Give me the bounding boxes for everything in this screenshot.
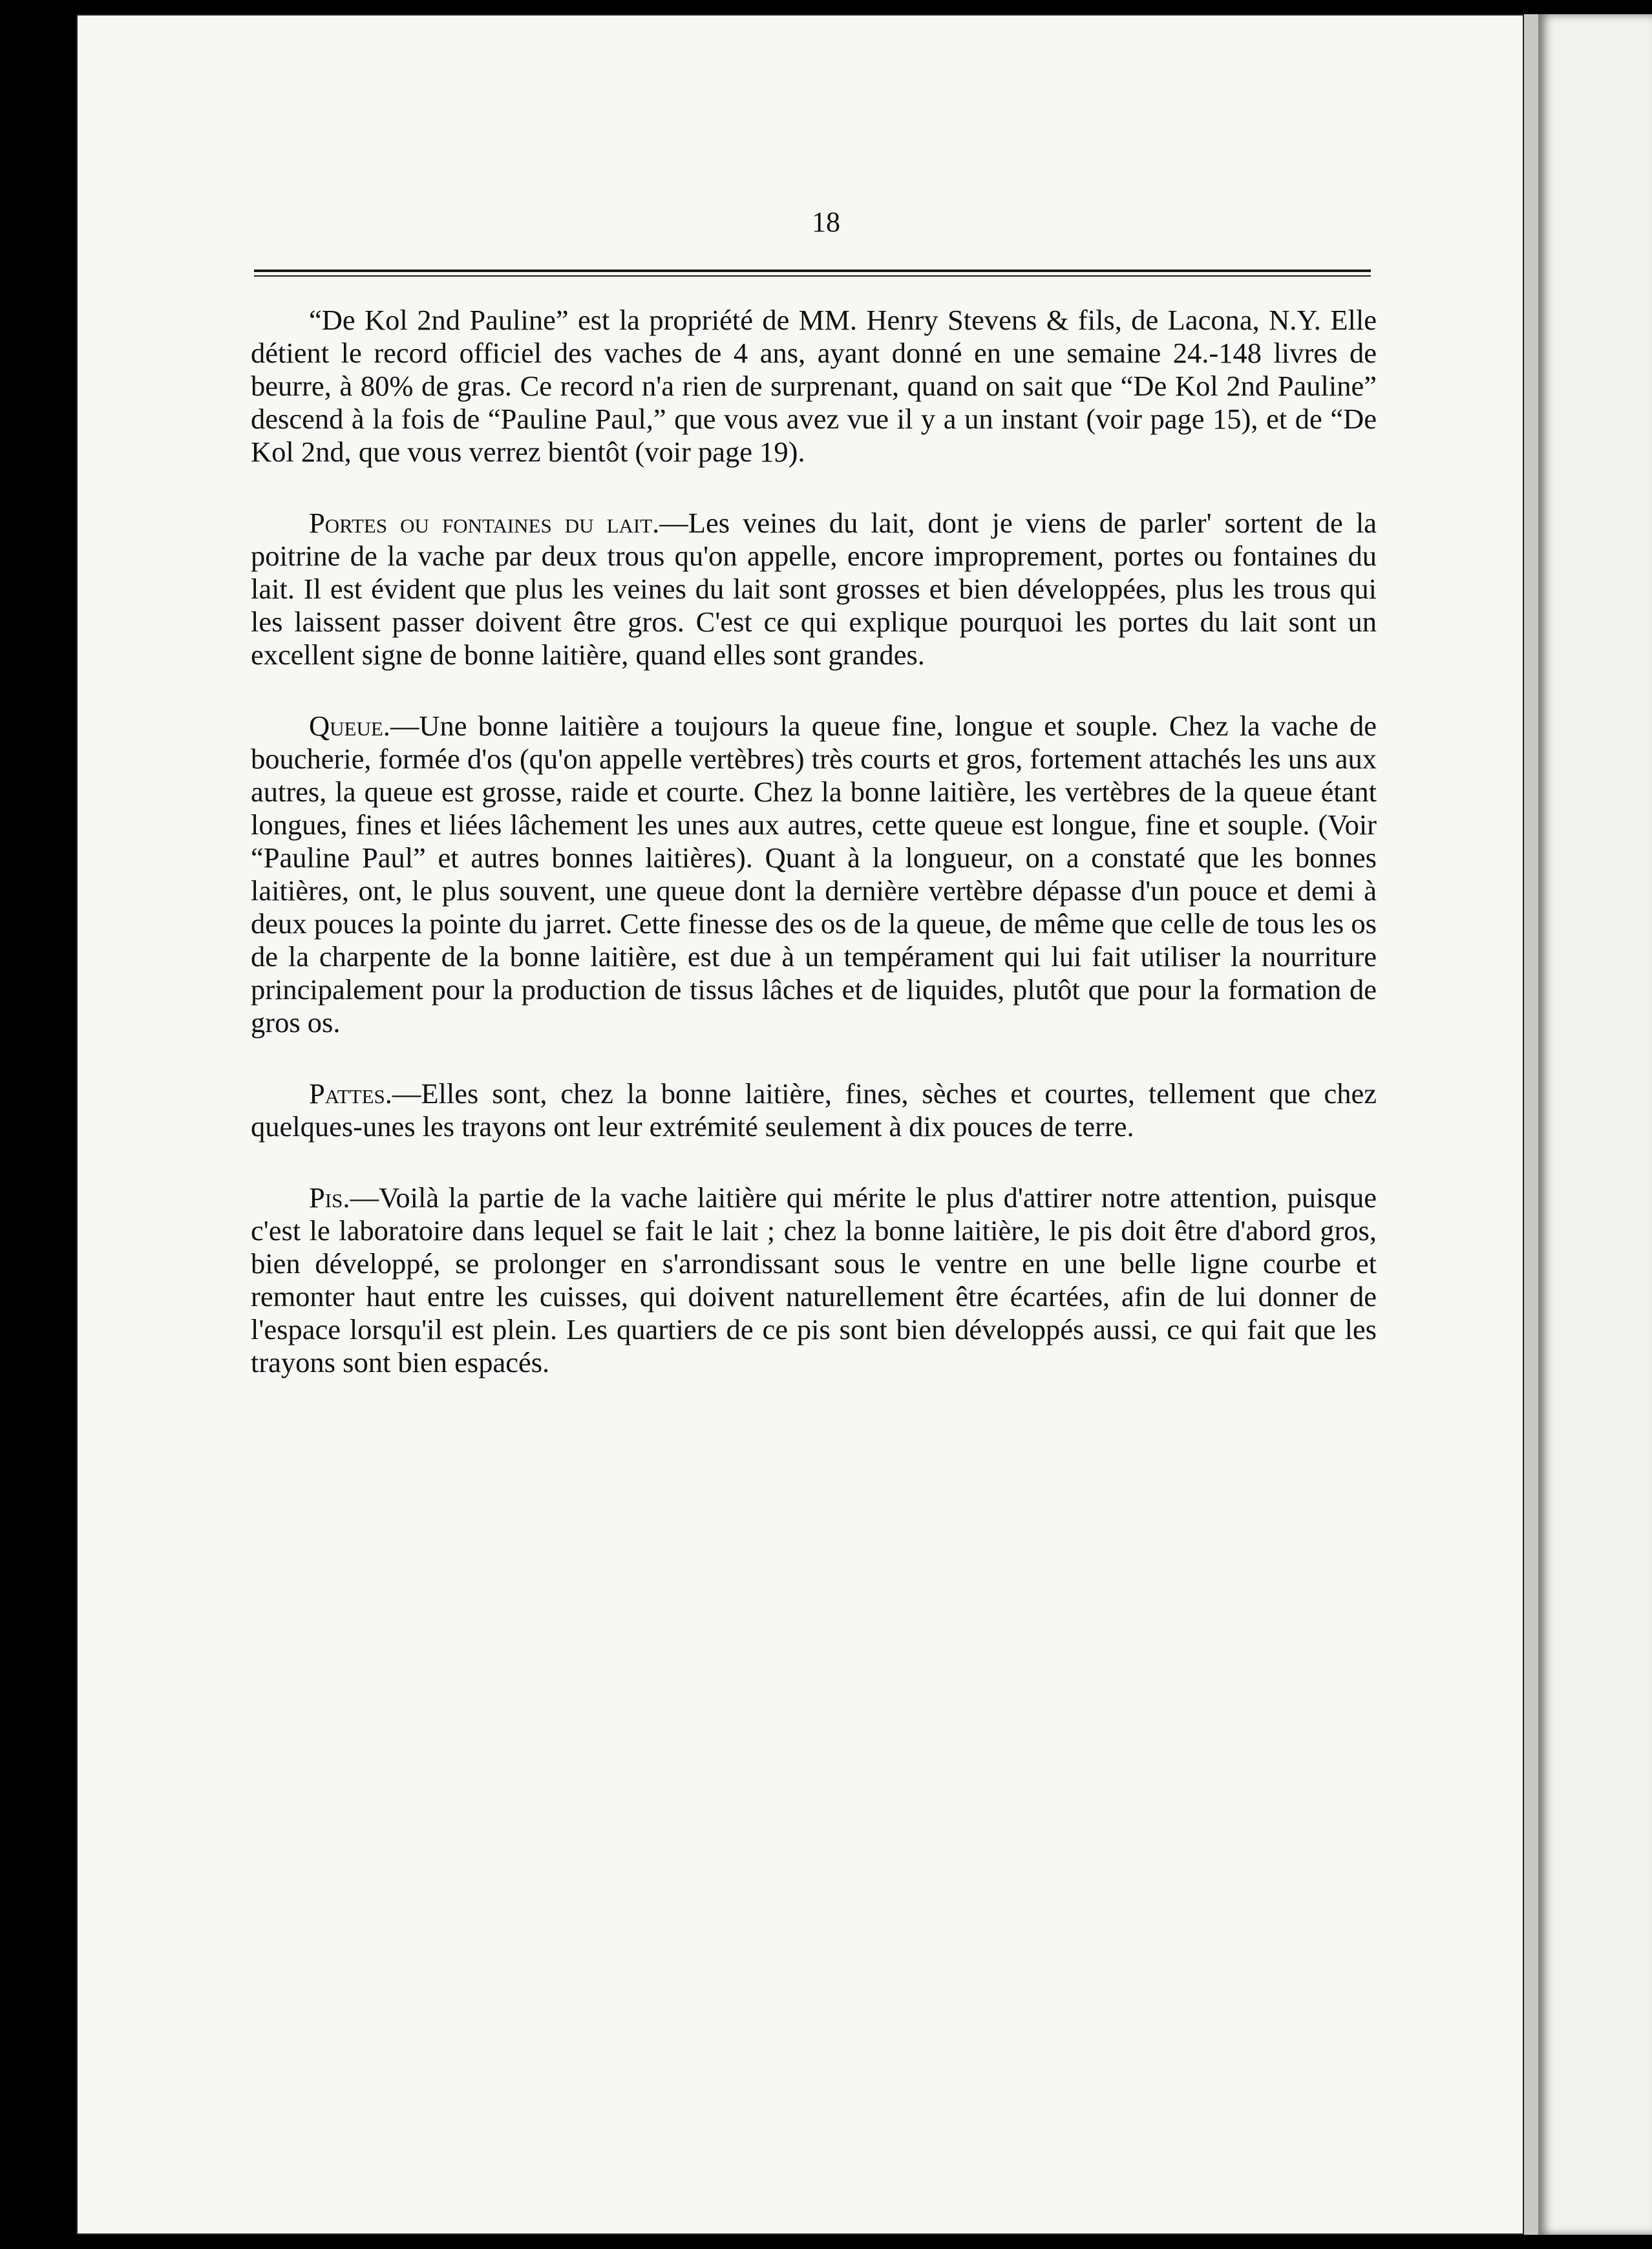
- facing-page-edge: [1538, 14, 1652, 2235]
- page-edge: [1524, 14, 1538, 2235]
- header-rule-thin: [254, 275, 1371, 277]
- paragraph-text: “De Kol 2nd Pauline” est la propriété de MM. Henry Stevens & fils, de Lacona, N.Y. Elle détient le record officiel des vaches de 4 ans, ayant donné en une semaine 24.-148 livres de beurre, à 80% de gras. Ce record n'a rien de surprenant, quand on sait que “De Kol 2nd Pauline” descend à la fois de “Pauline Paul,” que vous avez vue il y a un instant (voir page 15), et de “De Kol 2nd, que vous verrez bientôt (voir page 19).: [251, 304, 1377, 468]
- paragraph-queue: [251, 710, 1377, 1039]
- section-heading-pis: Pis.: [309, 1181, 350, 1214]
- section-heading-portes: Portes ou fontaines du lait.: [309, 507, 660, 539]
- paragraph-text: —Voilà la partie de la vache laitière qui mérite le plus d'attirer notre attention, puisque c'est le laboratoire dans lequel se fait le lait ; chez la bonne laitière, le pis doit être d'abord gros, bien développé, se prolonger en s'arrondissant sous le ventre en une belle ligne courbe et remonter haut entre les cuisses, qui doivent naturellement être écartées, afin de lui donner de l'espace lorsqu'il est plein. Les quartiers de ce pis sont bien développés aussi, ce qui fait que les trayons sont bien espacés.: [251, 1181, 1377, 1378]
- section-heading-pattes: Pattes.: [309, 1077, 392, 1110]
- paragraph-pattes: [251, 1077, 1377, 1143]
- paragraph-pis: [251, 1181, 1377, 1379]
- paragraph-text: —Elles sont, chez la bonne laitière, fines, sèches et courtes, tellement que chez quelques-unes les trayons ont leur extrémité seulement à dix pouces de terre.: [251, 1077, 1377, 1143]
- paragraph-text: —Les veines du lait, dont je viens de parler' sortent de la poitrine de la vache par deux trous qu'on appelle, encore improprement, portes ou fontaines du lait. Il est évident que plus les veines du lait sont grosses et bien développées, plus les trous qui les laissent passer doivent être gros. C'est ce qui explique pourquoi les portes du lait sont un excellent signe de bonne laitière, quand elles sont grandes.: [251, 507, 1377, 671]
- paragraph-portes: [251, 507, 1377, 671]
- section-heading-queue: Queue.: [309, 710, 390, 742]
- paragraph-de-kol: [251, 304, 1377, 469]
- page-number: 18: [812, 206, 840, 238]
- paragraph-text: —Une bonne laitière a toujours la queue fine, longue et souple. Chez la vache de boucherie, formée d'os (qu'on appelle vertèbres) très courts et gros, fortement attachés les uns aux autres, la queue est grosse, raide et courte. Chez la bonne laitière, les vertèbres de la queue étant longues, fines et liées lâchement les unes aux autres, cette queue est longue, fine et souple. (Voir “Pauline Paul” et autres bonnes laitières). Quant à la longueur, on a constaté que les bonnes laitières, ont, le plus souvent, une queue dont la dernière vertèbre dépasse d'un pouce et demi à deux pouces la pointe du jarret. Cette finesse des os de la queue, de même que celle de tous les os de la charpente de la bonne laitière, est due à un tempérament qui lui fait utiliser la nourriture principalement pour la production de tissus lâches et de liquides, plutôt que pour la formation de gros os.: [251, 710, 1377, 1039]
- header-rule: [254, 269, 1371, 272]
- page-body: [251, 304, 1377, 1379]
